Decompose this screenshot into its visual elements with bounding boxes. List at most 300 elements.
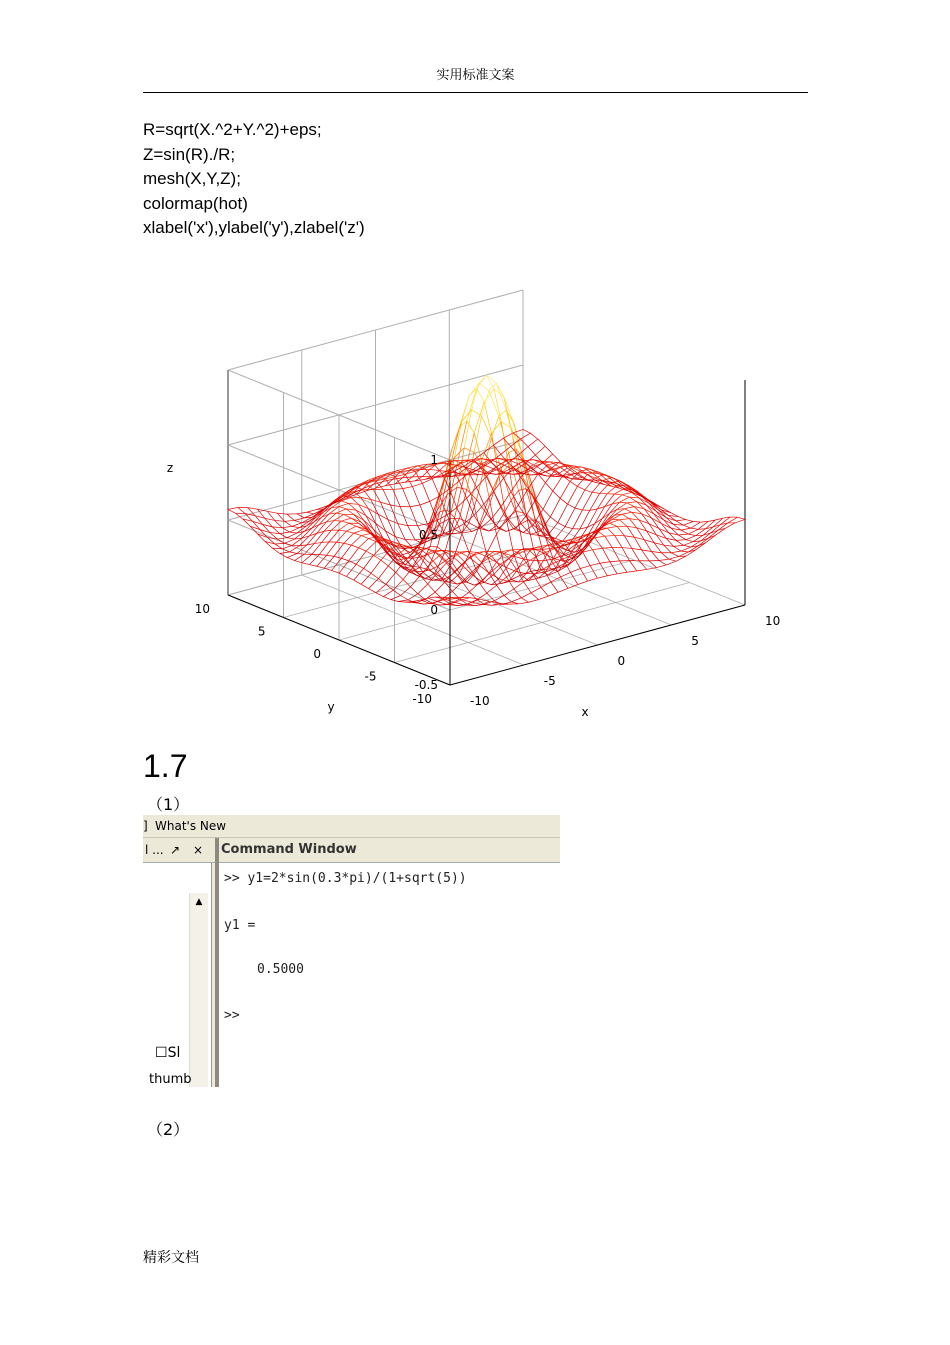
mesh-line	[570, 481, 577, 486]
mesh-line	[590, 509, 597, 510]
mesh-line	[371, 573, 378, 578]
mesh-line	[651, 518, 661, 523]
mesh-line	[398, 524, 405, 540]
mesh-line	[652, 552, 662, 553]
mesh-line	[272, 548, 279, 553]
left-panel-title: l ...	[145, 843, 164, 857]
mesh-line	[359, 548, 366, 551]
mesh-line	[560, 481, 570, 498]
mesh-line	[356, 564, 363, 568]
mesh-line	[341, 521, 348, 523]
mesh-line	[558, 504, 568, 523]
mesh-line	[332, 521, 342, 530]
mesh-line	[295, 561, 302, 563]
mesh-line	[336, 509, 346, 513]
mesh-line	[484, 491, 494, 504]
mesh-line	[482, 391, 489, 416]
mesh-line	[632, 548, 639, 560]
command-window[interactable]	[219, 838, 560, 1087]
mesh-line	[617, 572, 627, 574]
mesh-line	[487, 534, 497, 553]
mesh-line	[624, 536, 634, 537]
mesh-line	[548, 474, 558, 476]
mesh-line	[477, 469, 484, 500]
mesh-line	[334, 521, 341, 522]
mesh-line	[551, 582, 558, 592]
mesh-line	[450, 427, 460, 469]
mesh-line	[383, 489, 390, 505]
result-label: y1 =	[224, 918, 256, 933]
mesh-line	[280, 532, 290, 534]
mesh-line	[679, 535, 686, 540]
mesh-line	[292, 526, 299, 527]
mesh-line	[565, 527, 572, 529]
mesh-line	[341, 558, 348, 561]
mesh-line	[607, 574, 617, 576]
mesh-line	[297, 554, 304, 555]
result-value: 0.5000	[257, 962, 304, 977]
mesh-line	[681, 547, 691, 551]
code-line: Z=sin(R)./R;	[143, 144, 236, 164]
mesh-line	[644, 509, 654, 514]
mesh-line	[447, 562, 454, 571]
mesh-line	[410, 587, 417, 594]
mesh-line	[469, 526, 479, 554]
mesh-line	[418, 584, 428, 594]
mesh-line	[477, 389, 484, 402]
mesh-line	[676, 540, 686, 541]
mesh-line	[624, 509, 631, 513]
mesh-line	[605, 535, 615, 536]
mesh-line	[474, 555, 481, 563]
mesh-line	[336, 513, 343, 514]
mesh-line	[324, 568, 331, 570]
mesh-line	[558, 588, 568, 592]
mesh-line	[553, 476, 563, 491]
mesh-line	[681, 551, 688, 552]
mesh-line	[539, 596, 549, 599]
mesh-line	[659, 559, 669, 560]
mesh-line	[561, 572, 571, 577]
mesh-line	[346, 526, 356, 531]
mesh-line	[610, 509, 617, 513]
y-tick-label: 0	[313, 647, 321, 661]
mesh-line	[614, 494, 621, 495]
mesh-line	[381, 560, 388, 566]
mesh-line	[575, 490, 585, 508]
mesh-line	[548, 571, 558, 575]
mesh-line	[622, 548, 632, 549]
mesh-line	[287, 514, 294, 520]
mesh-line	[541, 587, 548, 596]
mesh-line	[593, 548, 603, 550]
mesh-line	[686, 536, 696, 540]
mesh-line	[610, 562, 617, 574]
mesh-line	[519, 602, 529, 604]
mesh-line	[344, 514, 351, 518]
mesh-line	[290, 532, 297, 533]
mesh-line	[378, 566, 388, 579]
mesh-line	[422, 483, 429, 501]
mesh-line	[304, 528, 311, 531]
code-line: mesh(X,Y,Z);	[143, 169, 241, 188]
mesh-line	[383, 590, 393, 596]
mesh-line	[504, 478, 511, 491]
mesh-line	[351, 536, 361, 546]
mesh-line	[376, 584, 386, 592]
mesh-line	[420, 575, 427, 584]
mesh-line	[499, 568, 506, 579]
x-tick-label: 0	[617, 654, 626, 668]
mesh-line	[558, 523, 565, 527]
mesh-line	[674, 545, 684, 546]
grid-line	[523, 515, 745, 605]
mesh-line	[401, 596, 408, 600]
mesh-line	[401, 587, 411, 596]
mesh-line	[366, 551, 373, 555]
z-tick-label: 0.5	[418, 528, 438, 542]
mesh-line	[494, 478, 504, 491]
mesh-line	[545, 446, 552, 454]
mesh-line	[541, 569, 551, 570]
mesh-line	[361, 533, 371, 535]
z-tick-label: 1	[430, 453, 438, 467]
mesh-line	[580, 566, 590, 569]
mesh-line	[346, 531, 353, 533]
matlab-screenshot	[143, 815, 560, 1087]
mesh-line	[592, 492, 599, 493]
mesh-line	[583, 552, 590, 565]
mesh-line	[521, 598, 528, 602]
x-tick-label: 10	[765, 614, 781, 628]
mesh-line	[285, 539, 295, 543]
mesh-line	[341, 545, 351, 558]
mesh-line	[469, 523, 479, 528]
mesh-line	[568, 486, 578, 504]
mesh-line	[351, 545, 358, 548]
mesh-line	[341, 518, 351, 521]
mesh-line	[683, 521, 693, 525]
mesh-line	[302, 554, 312, 562]
mesh-line	[593, 550, 600, 563]
y-axis-label: y	[327, 700, 335, 714]
mesh-line	[678, 517, 685, 520]
mesh-line	[327, 542, 337, 555]
mesh-line	[597, 494, 607, 509]
mesh-line	[366, 516, 376, 524]
mesh-line	[504, 595, 511, 601]
mesh-line	[400, 507, 407, 526]
mesh-line	[354, 530, 364, 533]
mesh-line	[467, 421, 474, 433]
mesh-line	[452, 533, 462, 534]
mesh-line	[521, 439, 528, 447]
mesh-line	[410, 505, 420, 507]
mesh-line	[666, 561, 676, 565]
mesh-line	[354, 580, 361, 584]
mesh-line	[595, 536, 605, 538]
mesh-line	[605, 536, 612, 547]
mesh-line	[438, 562, 448, 573]
mesh-line	[285, 521, 292, 526]
mesh-line	[506, 568, 516, 572]
x-tick-label: 5	[691, 634, 699, 648]
mesh-line	[669, 559, 676, 561]
mesh-line	[686, 520, 693, 522]
whats-new-link[interactable]: What's New	[155, 819, 227, 833]
mesh-line	[612, 547, 619, 560]
mesh-line	[309, 565, 316, 567]
mesh-line	[396, 572, 403, 579]
command-line: >> y1=2*sin(0.3*pi)/(1+sqrt(5))	[224, 871, 467, 886]
mesh-line	[607, 528, 614, 535]
mesh-line	[464, 448, 474, 452]
mesh-line	[693, 521, 700, 522]
mesh-line	[577, 486, 584, 490]
mesh-line	[624, 507, 634, 509]
mesh-line	[420, 505, 427, 524]
undock-icon[interactable]: ↗	[170, 843, 181, 857]
mesh-line	[528, 447, 535, 455]
mesh-line	[364, 568, 371, 573]
mesh-line	[568, 504, 575, 508]
mesh-line	[627, 571, 637, 572]
mesh-line	[391, 596, 401, 600]
mesh-line	[550, 498, 560, 517]
mesh-line	[341, 501, 348, 503]
mesh-line	[420, 501, 430, 505]
mesh-plot	[150, 270, 790, 730]
z-axis-label: z	[166, 461, 174, 475]
mesh-line	[503, 433, 513, 438]
mesh-line	[531, 587, 541, 592]
y-tick-label: 5	[257, 624, 266, 639]
mesh-line	[590, 563, 600, 565]
mesh-line	[683, 545, 690, 547]
mesh-line	[494, 469, 501, 492]
mesh-line	[570, 569, 580, 573]
mesh-line	[691, 522, 701, 528]
mesh-line	[322, 542, 329, 543]
x-axis-label: x	[581, 705, 589, 719]
mesh-line	[627, 503, 634, 507]
mesh-line	[629, 561, 636, 571]
mesh-line	[472, 410, 482, 416]
code-line: R=sqrt(X.^2+Y.^2)+eps;	[143, 120, 322, 139]
command-prompt[interactable]: >>	[224, 1008, 240, 1023]
plot-grid	[228, 290, 745, 685]
mesh-line	[565, 508, 575, 527]
mesh-line	[669, 556, 679, 559]
mesh-line	[602, 513, 609, 518]
mesh-line	[610, 523, 617, 526]
mesh-line	[344, 543, 351, 545]
mesh-line	[504, 589, 514, 596]
mesh-line	[376, 593, 383, 597]
mesh-line	[285, 543, 292, 545]
mesh-line	[428, 569, 435, 573]
mesh-line	[366, 516, 373, 529]
mesh-line	[607, 486, 617, 494]
mesh-line	[381, 502, 388, 519]
mesh-line	[287, 538, 294, 539]
mesh-line	[309, 555, 319, 565]
mesh-line	[560, 498, 567, 504]
mesh-line	[361, 536, 368, 539]
mesh-line	[410, 507, 417, 526]
mesh-line	[602, 548, 609, 561]
mesh-line	[531, 534, 538, 535]
mesh-line	[735, 519, 745, 522]
toolbar-fragment: ]	[143, 819, 148, 833]
mesh-line	[344, 533, 354, 543]
mesh-line	[287, 554, 297, 558]
mesh-line	[432, 479, 439, 496]
mesh-line	[393, 489, 400, 506]
mesh-line	[619, 497, 629, 502]
checkbox-icon[interactable]: ☐	[155, 1045, 168, 1061]
page-header: 实用标准文案	[143, 66, 808, 93]
mesh-line	[356, 491, 366, 494]
close-icon[interactable]: ×	[193, 843, 204, 857]
mesh-line	[624, 536, 631, 549]
mesh-line	[425, 548, 435, 552]
mesh-line	[354, 533, 361, 535]
mesh-line	[521, 593, 531, 598]
x-tick-label: -10	[470, 694, 490, 708]
mesh-line	[588, 578, 598, 581]
mesh-line	[405, 474, 412, 486]
mesh-line	[339, 561, 349, 573]
mesh-line	[496, 514, 503, 526]
mesh-line	[533, 525, 540, 531]
mesh-line	[664, 520, 674, 524]
mesh-line	[513, 429, 523, 432]
mesh-line	[474, 504, 484, 515]
mesh-line	[691, 528, 698, 529]
mesh-line	[521, 450, 528, 487]
mesh-line	[290, 552, 297, 554]
mesh-line	[430, 566, 437, 570]
mesh-line	[580, 569, 587, 582]
mesh-line	[598, 576, 608, 578]
mesh-line	[454, 466, 464, 471]
mesh-line	[511, 598, 521, 602]
mesh-line	[528, 439, 538, 447]
checkbox-label: Sl	[167, 1045, 181, 1061]
mesh-line	[511, 575, 521, 580]
scrollbar[interactable]	[189, 893, 208, 1087]
mesh-line	[484, 402, 491, 433]
mesh-line	[336, 542, 343, 543]
mesh-line	[632, 548, 642, 549]
plot-mesh	[228, 375, 745, 606]
mesh-line	[514, 582, 524, 589]
mesh-line	[307, 510, 317, 513]
code-line: colormap(hot)	[143, 193, 248, 213]
subsection-2: （2）	[147, 1120, 190, 1139]
mesh-line	[228, 507, 238, 509]
mesh-line	[462, 534, 469, 554]
mesh-line	[538, 439, 545, 446]
mesh-line	[413, 483, 423, 486]
mesh-line	[516, 511, 526, 513]
mesh-line	[600, 563, 607, 576]
mesh-line	[491, 416, 498, 438]
mesh-line	[585, 490, 592, 492]
mesh-line	[479, 383, 489, 391]
checkbox-row[interactable]	[155, 1045, 180, 1061]
mesh-line	[277, 513, 287, 514]
mesh-line	[403, 487, 413, 489]
mesh-line	[371, 560, 381, 573]
mesh-line	[545, 483, 552, 491]
mesh-line	[529, 600, 539, 603]
mesh-line	[319, 555, 326, 556]
mesh-line	[511, 602, 518, 604]
mesh-line	[317, 566, 324, 568]
mesh-line	[327, 555, 334, 556]
code-line: xlabel('x'),ylabel('y'),zlabel('z')	[143, 218, 365, 237]
mesh-line	[292, 523, 302, 527]
mesh-line	[369, 589, 376, 593]
mesh-line	[277, 538, 287, 539]
mesh-line	[688, 529, 698, 534]
mesh-line	[472, 383, 479, 410]
mesh-line	[457, 555, 464, 562]
mesh-line	[351, 498, 358, 505]
mesh-line	[642, 550, 649, 561]
mesh-line	[445, 556, 452, 561]
mesh-line	[413, 487, 420, 505]
mesh-line	[676, 540, 683, 545]
command-window-title: Command Window	[219, 838, 560, 863]
mesh-line	[506, 528, 516, 531]
mesh-line	[622, 495, 629, 497]
mesh-line	[504, 514, 514, 529]
code-block	[143, 118, 365, 241]
mesh-line	[467, 462, 474, 468]
mesh-line	[369, 538, 376, 541]
mesh-line	[413, 557, 420, 558]
mesh-line	[297, 514, 304, 518]
mesh-line	[496, 383, 503, 396]
mesh-line	[294, 520, 301, 522]
mesh-line	[487, 375, 497, 383]
mesh-line	[307, 512, 314, 514]
mesh-line	[575, 508, 582, 510]
mesh-line	[620, 520, 627, 526]
mesh-line	[462, 598, 469, 600]
mesh-line	[334, 556, 341, 558]
mesh-line	[336, 531, 346, 542]
mesh-line	[637, 569, 647, 570]
scroll-up-icon[interactable]: ▲	[195, 897, 203, 907]
mesh-line	[489, 565, 499, 573]
mesh-line	[290, 528, 300, 532]
section-number: 1.7	[143, 748, 188, 784]
mesh-line	[349, 548, 359, 561]
mesh-line	[570, 572, 577, 584]
mesh-line	[531, 593, 538, 600]
mesh-line	[403, 489, 410, 507]
mesh-line	[294, 518, 304, 521]
mesh-line	[659, 561, 666, 565]
mesh-line	[679, 534, 689, 535]
mesh-line	[285, 520, 295, 521]
mesh-line	[366, 542, 376, 552]
mesh-line	[622, 492, 632, 494]
